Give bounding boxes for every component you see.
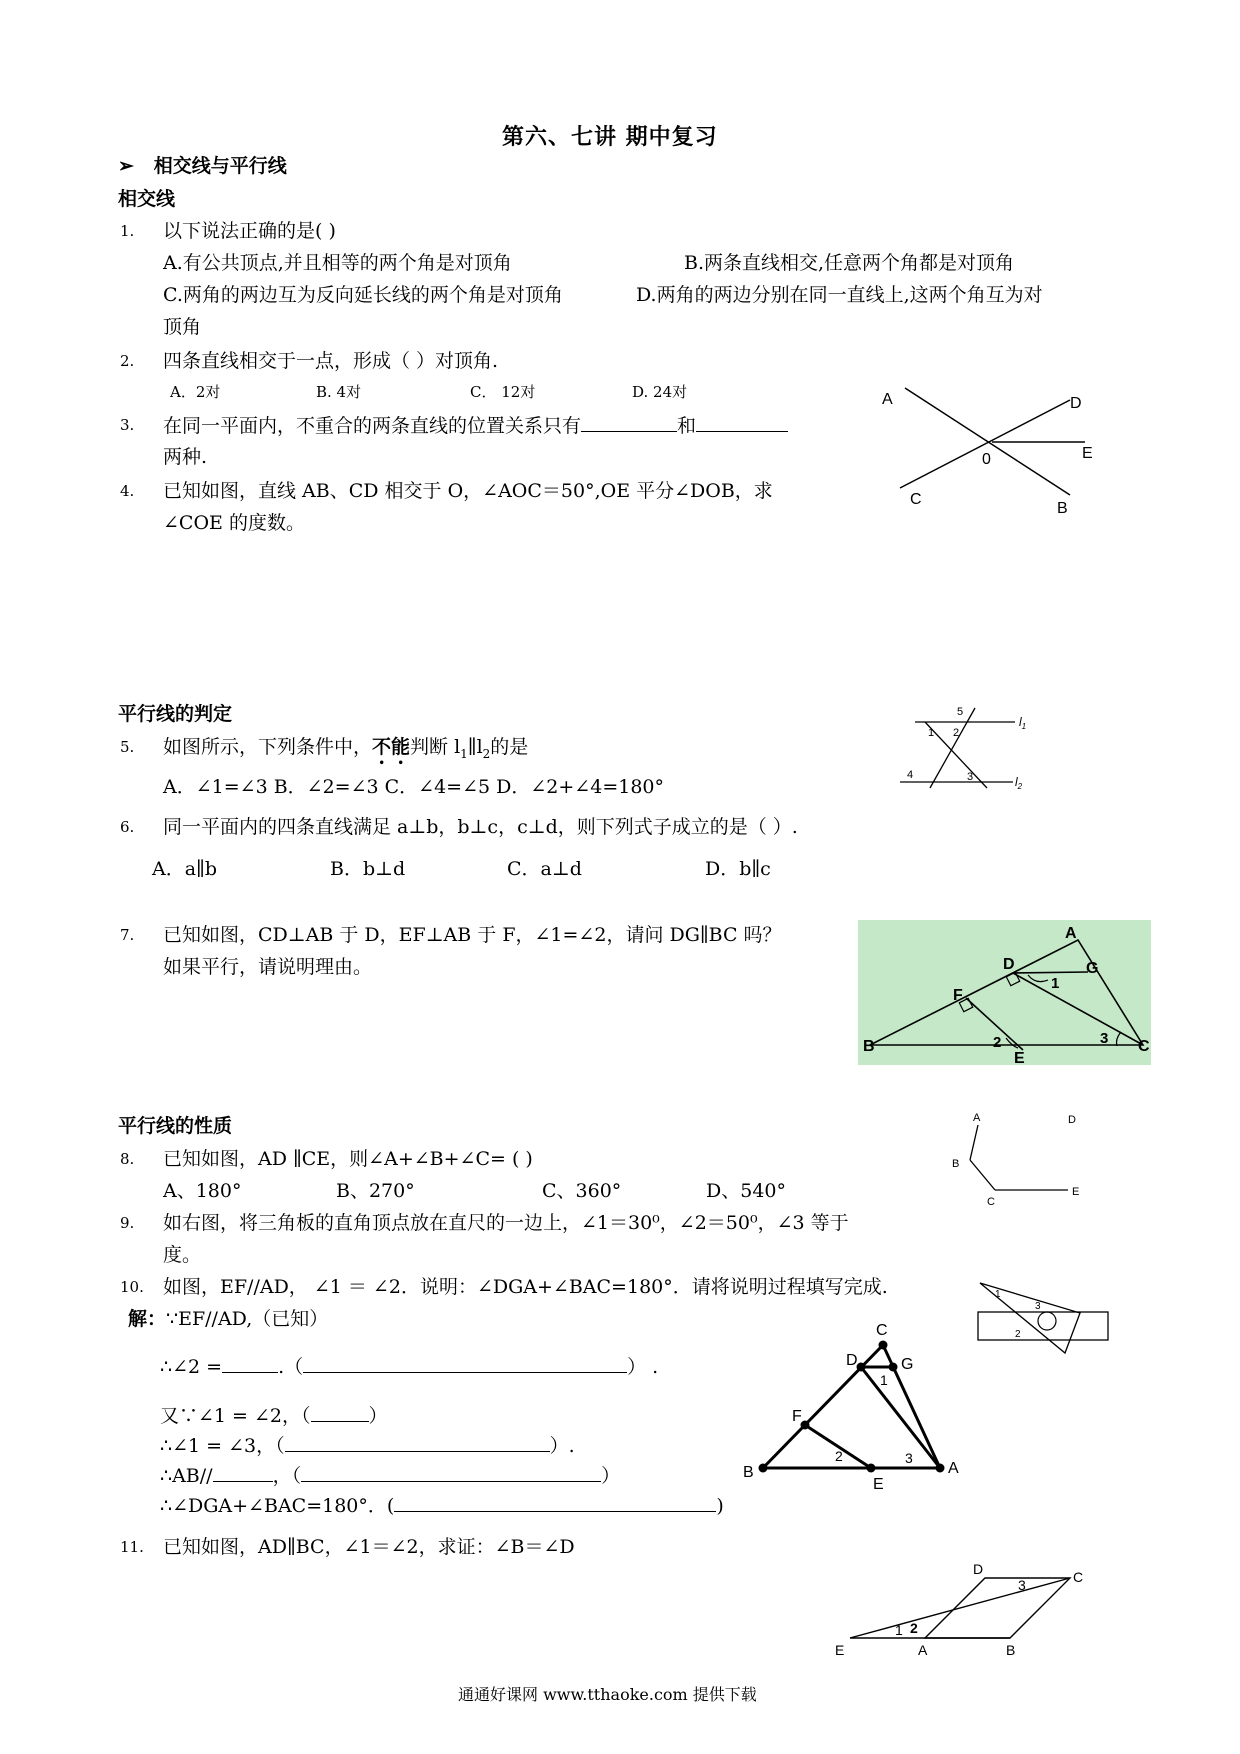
q1-option-b: B.两条直线相交,任意两个角都是对顶角 xyxy=(684,252,1015,274)
q4-number: 4. xyxy=(120,482,135,500)
q10-s2b: ） xyxy=(368,1405,388,1427)
fig10-label-1: 1 xyxy=(880,1372,888,1388)
fig11-label-3: 3 xyxy=(1018,1577,1026,1593)
q10-blank-1[interactable] xyxy=(222,1352,278,1373)
q2-stem: 四条直线相交于一点，形成（ ）对顶角. xyxy=(163,350,499,372)
q6-option-d: D．b∥c xyxy=(705,858,771,880)
figure-q4 xyxy=(870,380,1120,520)
fig9-label-2: 2 xyxy=(1015,1329,1021,1340)
arrow-bullet-icon: ➢ xyxy=(118,155,134,177)
q10-number: 10. xyxy=(120,1278,144,1296)
fig4-label-o: 0 xyxy=(982,451,991,468)
q2-number: 2. xyxy=(120,352,135,370)
q3-stem-a: 在同一平面内，不重合的两条直线的位置关系只有 xyxy=(163,415,582,437)
q10-step1 xyxy=(160,1352,658,1381)
q7-number: 7. xyxy=(120,926,135,944)
q3-mid: 和 xyxy=(677,415,697,437)
fig7-label-e: E xyxy=(1014,1050,1025,1065)
fig10-label-a: A xyxy=(948,1460,959,1477)
segment-ec xyxy=(850,1578,1070,1638)
q2-option-c: C． 12对 xyxy=(470,383,536,401)
q8-option-b: B、270° xyxy=(336,1180,415,1202)
q5-stem-b: 判断 l xyxy=(410,736,461,758)
q11-number: 11. xyxy=(120,1538,144,1556)
q5-number: 5. xyxy=(120,738,135,756)
q8-option-a: A、180° xyxy=(163,1180,242,1202)
q2-option-a: A．2对 xyxy=(170,383,221,401)
fig10-label-c: C xyxy=(876,1322,888,1339)
q9-number: 9. xyxy=(120,1214,135,1232)
fig11-label-d: D xyxy=(973,1561,984,1577)
q10-s4a: ∴AB// xyxy=(160,1465,213,1487)
fig7-label-a: A xyxy=(1065,925,1077,942)
fig5-label-l2: $l_2$ xyxy=(1015,775,1023,791)
q6-option-a: A．a∥b xyxy=(152,858,217,880)
q10-s5b: ) xyxy=(716,1495,724,1517)
q10-s3a: ∴∠1 = ∠3，（ xyxy=(160,1435,285,1457)
q1-stem: 以下说法正确的是( ) xyxy=(163,220,336,242)
point-d xyxy=(857,1363,866,1372)
q7-line2: 如果平行，请说明理由。 xyxy=(163,956,373,978)
q10-step5 xyxy=(160,1491,724,1520)
fig5-label-3: 3 xyxy=(967,771,974,783)
fig8-label-d: D xyxy=(1068,1114,1076,1126)
fig4-label-a: A xyxy=(882,391,893,408)
segment-ab xyxy=(970,1125,978,1160)
q1-option-d: D.两角的两边分别在同一直线上,这两个角互为对 xyxy=(636,284,1043,306)
fig5-label-5: 5 xyxy=(957,706,964,718)
fig10-label-g: G xyxy=(901,1356,914,1373)
q3-blank-1[interactable] xyxy=(581,411,677,432)
q1-option-a: A.有公共顶点,并且相等的两个角是对顶角 xyxy=(163,252,512,274)
point-c xyxy=(879,1341,888,1350)
fig10-label-b: B xyxy=(743,1464,754,1481)
fig8-label-c: C xyxy=(987,1196,995,1208)
fig9-label-1: 1 xyxy=(995,1289,1001,1300)
q10-s1c: ） . xyxy=(627,1356,659,1378)
q5-stem-c: 的是 xyxy=(490,736,529,758)
fig9-label-3: 3 xyxy=(1035,1301,1041,1312)
fig11-label-b: B xyxy=(1006,1642,1016,1658)
q8-stem: 已知如图，AD ∥CE，则∠A+∠B+∠C= ( ) xyxy=(163,1148,533,1170)
section-title: 相交线与平行线 xyxy=(153,155,287,177)
q10-solution-line0 xyxy=(128,1305,328,1333)
q5-emphasis: 不能 xyxy=(372,736,411,758)
fig7-label-b: B xyxy=(863,1038,875,1055)
fig5-label-l1: $l_1$ xyxy=(1019,715,1027,731)
q1-option-d-cont: 顶角 xyxy=(163,316,202,338)
q3-stem xyxy=(163,411,788,440)
q6-option-b: B．b⊥d xyxy=(330,858,406,880)
q6-number: 6. xyxy=(120,818,135,836)
q10-blank-5[interactable] xyxy=(213,1461,273,1482)
fig8-label-b: B xyxy=(952,1158,960,1170)
q3-blank-2[interactable] xyxy=(696,411,788,432)
fig10-label-e: E xyxy=(873,1476,884,1493)
section-header xyxy=(118,152,287,180)
page-title: 第六、七讲 期中复习 xyxy=(502,124,718,150)
q10-s2a: 又∵∠1 = ∠2，（ xyxy=(160,1405,311,1427)
q1-option-c: C.两角的两边互为反向延长线的两个角是对顶角 xyxy=(163,284,563,306)
q10-solution-label: 解： xyxy=(128,1308,167,1330)
q10-s4b: ，（ xyxy=(272,1465,302,1487)
q6-option-c: C．a⊥d xyxy=(507,858,582,880)
subsection-intersecting: 相交线 xyxy=(118,188,176,210)
figure-q9 xyxy=(975,1275,1115,1365)
page-footer: 通通好课网 www.tthaoke.com 提供下载 xyxy=(458,1685,757,1704)
fig11-label-c: C xyxy=(1073,1569,1084,1585)
q3-stem-b: 两种. xyxy=(163,446,208,468)
fig5-label-1: 1 xyxy=(928,727,935,739)
fig10-label-3: 3 xyxy=(905,1450,913,1466)
fig4-label-d: D xyxy=(1070,395,1082,412)
set-square-hole-icon xyxy=(1038,1312,1056,1330)
fig4-label-b: B xyxy=(1057,500,1068,517)
fig7-label-g: G xyxy=(1086,960,1099,977)
q8-number: 8. xyxy=(120,1150,135,1168)
point-g xyxy=(889,1363,898,1372)
q6-stem: 同一平面内的四条直线满足 a⊥b，b⊥c，c⊥d，则下列式子成立的是（ ）. xyxy=(163,816,798,838)
q10-blank-7[interactable] xyxy=(394,1491,716,1512)
q10-solution-s0: ∵EF//AD,（已知） xyxy=(166,1308,329,1330)
q9-line2: 度。 xyxy=(163,1244,202,1266)
subsection-parallel-criteria: 平行线的判定 xyxy=(118,703,233,725)
fig10-label-d: D xyxy=(846,1352,858,1369)
figure-q11 xyxy=(830,1560,1100,1665)
q10-step2 xyxy=(160,1401,388,1430)
q4-line1: 已知如图，直线 AB、CD 相交于 O，∠AOC＝50°,OE 平分∠DOB，求 xyxy=(163,480,773,502)
point-f xyxy=(801,1421,810,1430)
fig8-label-e: E xyxy=(1072,1186,1080,1198)
q8-option-c: C、360° xyxy=(542,1180,622,1202)
q5-stem-a: 如图所示，下列条件中， xyxy=(163,736,373,758)
q9-line1: 如右图，将三角板的直角顶点放在直尺的一边上，∠1＝30⁰，∠2＝50⁰，∠3 等于 xyxy=(163,1212,849,1234)
q10-step3 xyxy=(160,1431,575,1460)
fig11-label-2: 2 xyxy=(910,1620,918,1636)
fig7-label-1: 1 xyxy=(1051,975,1060,992)
fig10-label-f: F xyxy=(792,1408,802,1425)
ruler-icon xyxy=(978,1312,1108,1340)
segment-bc xyxy=(970,1160,995,1190)
fig7-label-3: 3 xyxy=(1100,1030,1109,1047)
parallelogram-abcd xyxy=(925,1578,1070,1638)
point-e xyxy=(867,1464,876,1473)
q5-options: A．∠1=∠3 B．∠2=∠3 C．∠4=∠5 D．∠2+∠4=180° xyxy=(163,776,665,798)
q7-line1: 已知如图，CD⊥AB 于 D，EF⊥AB 于 F，∠1=∠2，请问 DG∥BC 吗？ xyxy=(163,924,782,946)
q2-option-b: B. 4对 xyxy=(316,383,362,401)
q10-blank-6[interactable] xyxy=(301,1461,601,1482)
q10-blank-2[interactable] xyxy=(303,1352,627,1373)
q10-s5a: ∴∠DGA+∠BAC=180°．( xyxy=(160,1495,395,1517)
q10-s4c: ） xyxy=(601,1465,621,1487)
fig10-label-2: 2 xyxy=(835,1448,843,1464)
q10-stem: 如图，EF//AD， ∠1 ＝ ∠2．说明：∠DGA+∠BAC=180°．请将说明过程填写完成. xyxy=(163,1276,888,1298)
q5-sub-1: 1 xyxy=(460,746,468,761)
fig5-label-2: 2 xyxy=(953,727,960,739)
fig4-label-e: E xyxy=(1082,445,1093,462)
q5-mid: ∥l xyxy=(467,736,483,758)
q10-step4 xyxy=(160,1461,620,1490)
q2-option-d: D. 24对 xyxy=(632,383,688,401)
point-b xyxy=(759,1464,768,1473)
figure-q8 xyxy=(940,1105,1090,1215)
q1-number: 1. xyxy=(120,222,135,240)
fig8-label-a: A xyxy=(973,1112,981,1124)
q10-s1b: .（ xyxy=(278,1356,304,1378)
figure-q7 xyxy=(858,920,1151,1065)
line-cd xyxy=(900,400,1070,488)
q10-s3b: ）. xyxy=(549,1435,575,1457)
q5-sub-2: 2 xyxy=(482,746,491,761)
segment-dg xyxy=(1013,972,1088,973)
q11-stem: 已知如图，AD∥BC，∠1＝∠2，求证：∠B＝∠D xyxy=(163,1536,575,1558)
q5-stem xyxy=(163,733,528,769)
figure-q5 xyxy=(895,700,1035,795)
fig7-label-f: F xyxy=(953,987,963,1004)
figure-q10 xyxy=(735,1315,965,1500)
q4-line2: ∠COE 的度数。 xyxy=(163,512,305,534)
fig7-label-c: C xyxy=(1138,1038,1150,1055)
fig4-label-c: C xyxy=(910,491,922,508)
q8-option-d: D、540° xyxy=(706,1180,786,1202)
fig7-label-d: D xyxy=(1003,956,1015,973)
q3-number: 3. xyxy=(120,416,135,434)
q10-blank-3[interactable] xyxy=(311,1401,369,1422)
fig11-label-1: 1 xyxy=(895,1622,903,1638)
q10-s1a: ∴∠2 = xyxy=(160,1356,223,1378)
q10-blank-4[interactable] xyxy=(285,1431,550,1452)
fig5-label-4: 4 xyxy=(907,769,914,781)
point-a xyxy=(936,1464,945,1473)
fig7-label-2: 2 xyxy=(993,1034,1002,1051)
fig11-label-a: A xyxy=(918,1642,928,1658)
subsection-parallel-properties: 平行线的性质 xyxy=(118,1115,233,1137)
fig11-label-e: E xyxy=(835,1642,845,1658)
